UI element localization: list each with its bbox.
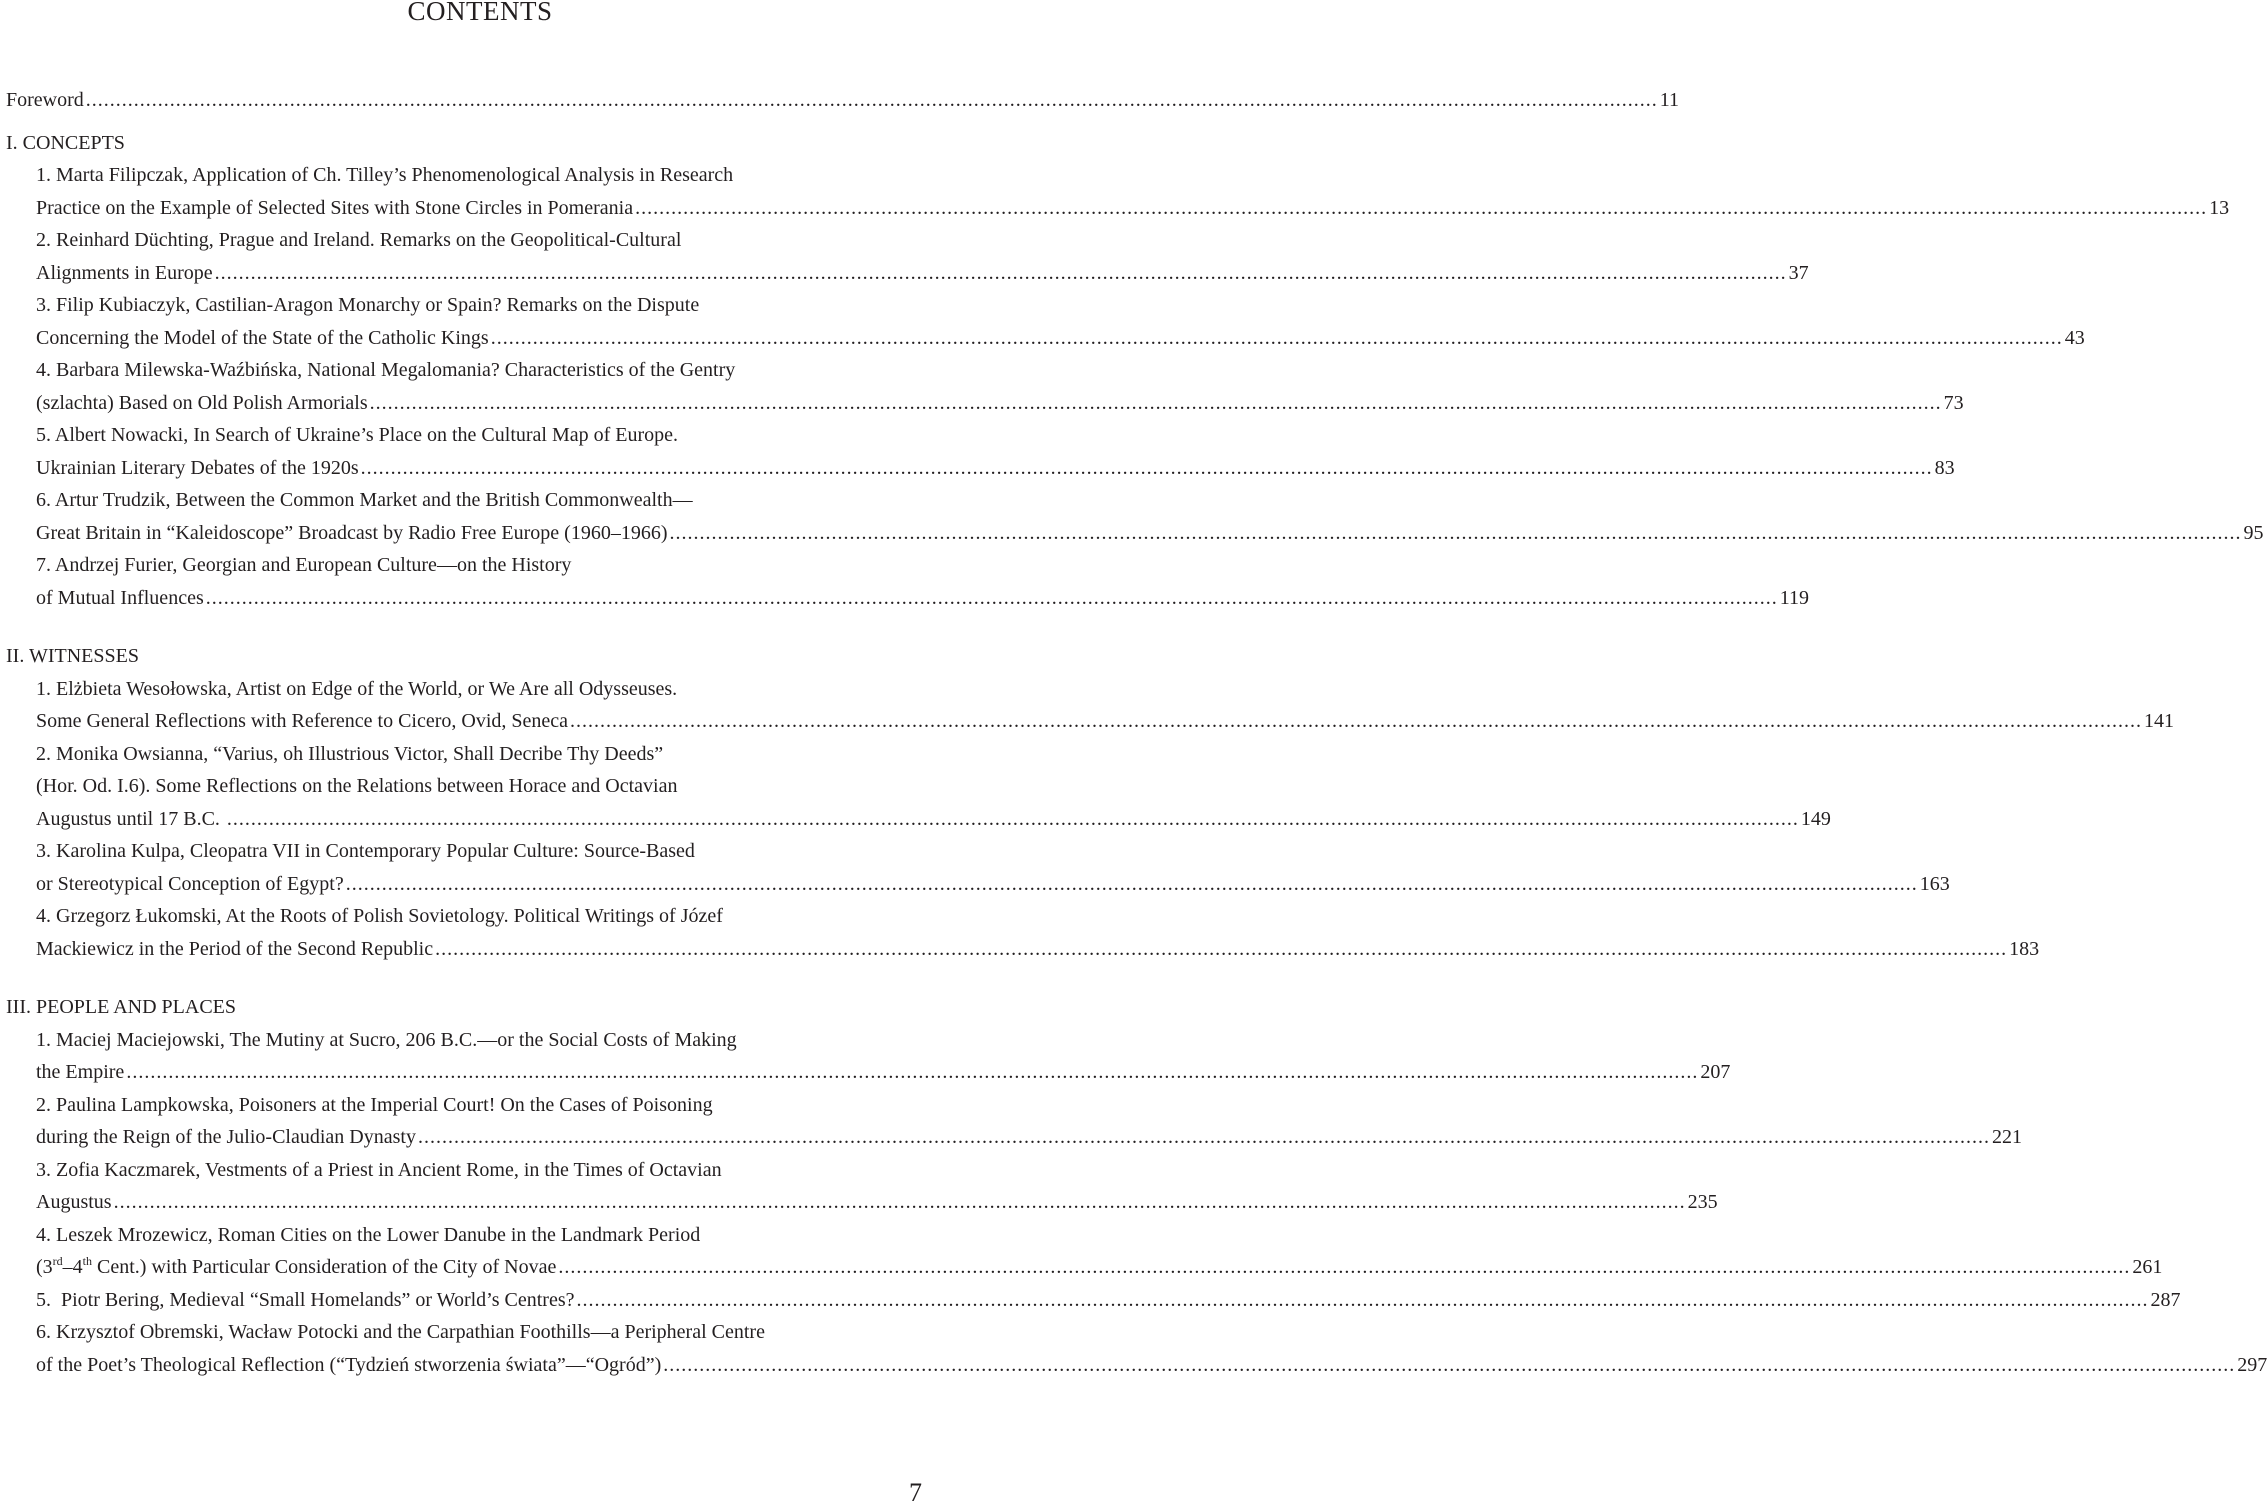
- toc-entry-page: 13: [2209, 196, 2230, 219]
- dot-leader: [114, 1186, 1686, 1219]
- toc-entry-last-line[interactable]: [6, 1056, 1731, 1089]
- toc-entry-title: or Stereotypical Conception of Egypt?: [36, 872, 344, 895]
- toc-entry-page: 207: [1700, 1061, 1731, 1083]
- toc-entry-line[interactable]: 2. Reinhard Düchting, Prague and Ireland. Remarks on the Geopolitical-Cultural: [36, 229, 682, 251]
- toc-entry-page: 261: [2132, 1256, 2163, 1278]
- toc-entry-line[interactable]: 4. Grzegorz Łukomski, At the Roots of Polish Sovietology. Political Writings of Józef: [36, 905, 723, 927]
- toc-entry-page: 149: [1800, 807, 1831, 830]
- dot-leader: [491, 322, 2063, 355]
- table-of-contents: [6, 84, 2267, 1381]
- dot-leader: [669, 517, 2241, 550]
- toc-entry-last-line[interactable]: [6, 582, 1809, 615]
- toc-entry-page: 119: [1779, 586, 1809, 609]
- toc-entry-line[interactable]: 2. Monika Owsianna, “Varius, oh Illustrious Victor, Shall Decribe Thy Deeds”: [36, 742, 664, 765]
- dot-leader: [346, 868, 1918, 901]
- toc-entry-page: 235: [1687, 1191, 1718, 1213]
- dot-leader: [663, 1349, 2235, 1382]
- toc-entry-line[interactable]: 4. Leszek Mrozewicz, Roman Cities on the Lower Danube in the Landmark Period: [36, 1223, 701, 1246]
- toc-entry-line[interactable]: 1. Maciej Maciejowski, The Mutiny at Sucro, 206 B.C.—or the Social Costs of Making: [36, 1028, 737, 1051]
- toc-entry-line[interactable]: 3. Zofia Kaczmarek, Vestments of a Priest in Ancient Rome, in the Times of Octavian: [36, 1158, 722, 1181]
- toc-entry-page: 95: [2243, 521, 2264, 544]
- toc-entry-line[interactable]: 6. Krzysztof Obremski, Wacław Potocki and the Carpathian Foothills—a Peripheral Centre: [36, 1321, 765, 1343]
- toc-entry-text: Cent.) with Particular Consideration of the City of Novae: [92, 1256, 557, 1278]
- toc-entry-page: 43: [2064, 326, 2085, 349]
- toc-entry-page: 163: [1919, 872, 1950, 895]
- toc-entry-last-line[interactable]: [6, 1284, 2181, 1317]
- toc-entry-line[interactable]: (Hor. Od. I.6). Some Reflections on the Relations between Horace and Octavian: [36, 775, 678, 797]
- section-heading: II. WITNESSES: [6, 645, 139, 667]
- toc-entry-line[interactable]: 3. Karolina Kulpa, Cleopatra VII in Contemporary Popular Culture: Source-Based: [36, 840, 695, 862]
- dot-leader: [635, 192, 2207, 225]
- toc-entry-last-line[interactable]: [6, 1121, 2022, 1154]
- toc-entry-page: 183: [2009, 937, 2040, 960]
- toc-entry-line[interactable]: 2. Paulina Lampkowska, Poisoners at the Imperial Court! On the Cases of Poisoning: [36, 1093, 713, 1116]
- section-heading: III. PEOPLE AND PLACES: [6, 996, 237, 1018]
- toc-entry-line[interactable]: 4. Barbara Milewska-Waźbińska, National Megalomania? Characteristics of the Gentry: [36, 359, 736, 381]
- toc-entry-page: 287: [2150, 1288, 2181, 1311]
- toc-entry-last-line[interactable]: [6, 322, 2085, 355]
- toc-entry-title: (szlachta) Based on Old Polish Armorials: [36, 391, 368, 414]
- dot-leader: [418, 1121, 1990, 1154]
- page-title: CONTENTS: [407, 0, 553, 26]
- toc-entry-last-line[interactable]: [6, 1186, 1718, 1219]
- dot-leader: [576, 1284, 2148, 1317]
- toc-entry-page: 11: [1659, 89, 1680, 111]
- toc-entry-page: 141: [2144, 710, 2175, 732]
- toc-entry-page: 297: [2237, 1353, 2267, 1376]
- dot-leader: [206, 582, 1778, 615]
- toc-entry-line[interactable]: 5. Albert Nowacki, In Search of Ukraine’s Place on the Cultural Map of Europe.: [36, 424, 679, 446]
- ordinal-suffix: th: [82, 1254, 93, 1268]
- toc-entry-last-line[interactable]: [6, 517, 2264, 550]
- dot-leader: [558, 1251, 2130, 1284]
- section-heading: I. CONCEPTS: [6, 131, 125, 154]
- toc-entry-text: –4: [62, 1256, 83, 1278]
- toc-entry-last-line[interactable]: [6, 933, 2040, 966]
- toc-entry-last-line[interactable]: [6, 192, 2230, 225]
- toc-entry-page: 73: [1943, 391, 1964, 414]
- dot-leader: [227, 803, 1799, 836]
- toc-entry-line[interactable]: 7. Andrzej Furier, Georgian and European Culture—on the History: [36, 554, 572, 576]
- toc-entry-title: Practice on the Example of Selected Sites with Stone Circles in Pomerania: [36, 196, 634, 219]
- dot-leader: [435, 933, 2007, 966]
- dot-leader: [86, 84, 1658, 117]
- ordinal-suffix: rd: [52, 1254, 63, 1268]
- toc-entry-title: Ukrainian Literary Debates of the 1920s: [36, 456, 359, 479]
- toc-entry-last-line[interactable]: [6, 257, 1809, 290]
- toc-entry-last-line[interactable]: [6, 387, 1964, 420]
- toc-entry-line[interactable]: 6. Artur Trudzik, Between the Common Market and the British Commonwealth—: [36, 489, 693, 511]
- toc-entry-last-line[interactable]: [6, 803, 1831, 836]
- folio-page-number: 7: [909, 1478, 922, 1507]
- dot-leader: [370, 387, 1942, 420]
- toc-entry-last-line[interactable]: [6, 452, 1955, 485]
- toc-entry-title: [36, 1251, 556, 1284]
- toc-entry-title: Great Britain in “Kaleidoscope” Broadcast by Radio Free Europe (1960–1966): [36, 521, 668, 544]
- toc-entry-page: 221: [1991, 1126, 2022, 1148]
- toc-entry-page: 37: [1788, 261, 1809, 284]
- toc-entry-line[interactable]: 1. Elżbieta Wesołowska, Artist on Edge of the World, or We Are all Odysseuses.: [36, 677, 678, 700]
- dot-leader: [215, 257, 1787, 290]
- toc-entry-title: Augustus: [36, 1191, 112, 1213]
- toc-entry-title: of the Poet’s Theological Reflection (“Tydzień stworzenia świata”—“Ogród”): [36, 1353, 662, 1376]
- toc-entry-page: 83: [1934, 456, 1955, 479]
- toc-entry-title: Some General Reflections with Reference to Cicero, Ovid, Seneca: [36, 710, 569, 732]
- toc-entry-last-line[interactable]: [6, 705, 2175, 738]
- section-spacer: [6, 614, 962, 640]
- toc-entry-title: of Mutual Influences: [36, 586, 204, 609]
- toc-entry-line[interactable]: 1. Marta Filipczak, Application of Ch. Tilley’s Phenomenological Analysis in Research: [36, 164, 734, 186]
- dot-leader: [570, 705, 2142, 738]
- toc-entry-text: (3: [36, 1256, 53, 1278]
- toc-entry-title: during the Reign of the Julio-Claudian Dynasty: [36, 1126, 416, 1148]
- dot-leader: [361, 452, 1933, 485]
- toc-entry-title: the Empire: [36, 1061, 125, 1083]
- toc-entry-title: Alignments in Europe: [36, 261, 213, 284]
- toc-entry-title: Foreword: [6, 89, 84, 111]
- toc-entry-last-line[interactable]: [6, 1349, 2267, 1382]
- section-spacer: [6, 117, 962, 127]
- dot-leader: [126, 1056, 1698, 1089]
- section-spacer: [6, 965, 962, 991]
- toc-entry-title: Mackiewicz in the Period of the Second Republic: [36, 937, 434, 960]
- toc-entry-line[interactable]: 3. Filip Kubiaczyk, Castilian-Aragon Monarchy or Spain? Remarks on the Dispute: [36, 294, 700, 316]
- toc-entry-last-line[interactable]: [6, 868, 1950, 901]
- toc-entry-title: Augustus until 17 B.C.: [36, 807, 225, 830]
- toc-entry-title: 5. Piotr Bering, Medieval “Small Homelands” or World’s Centres?: [36, 1288, 575, 1311]
- toc-entry-foreword[interactable]: [6, 84, 1680, 117]
- toc-entry-last-line[interactable]: [6, 1251, 2163, 1284]
- toc-entry-title: Concerning the Model of the State of the Catholic Kings: [36, 326, 489, 349]
